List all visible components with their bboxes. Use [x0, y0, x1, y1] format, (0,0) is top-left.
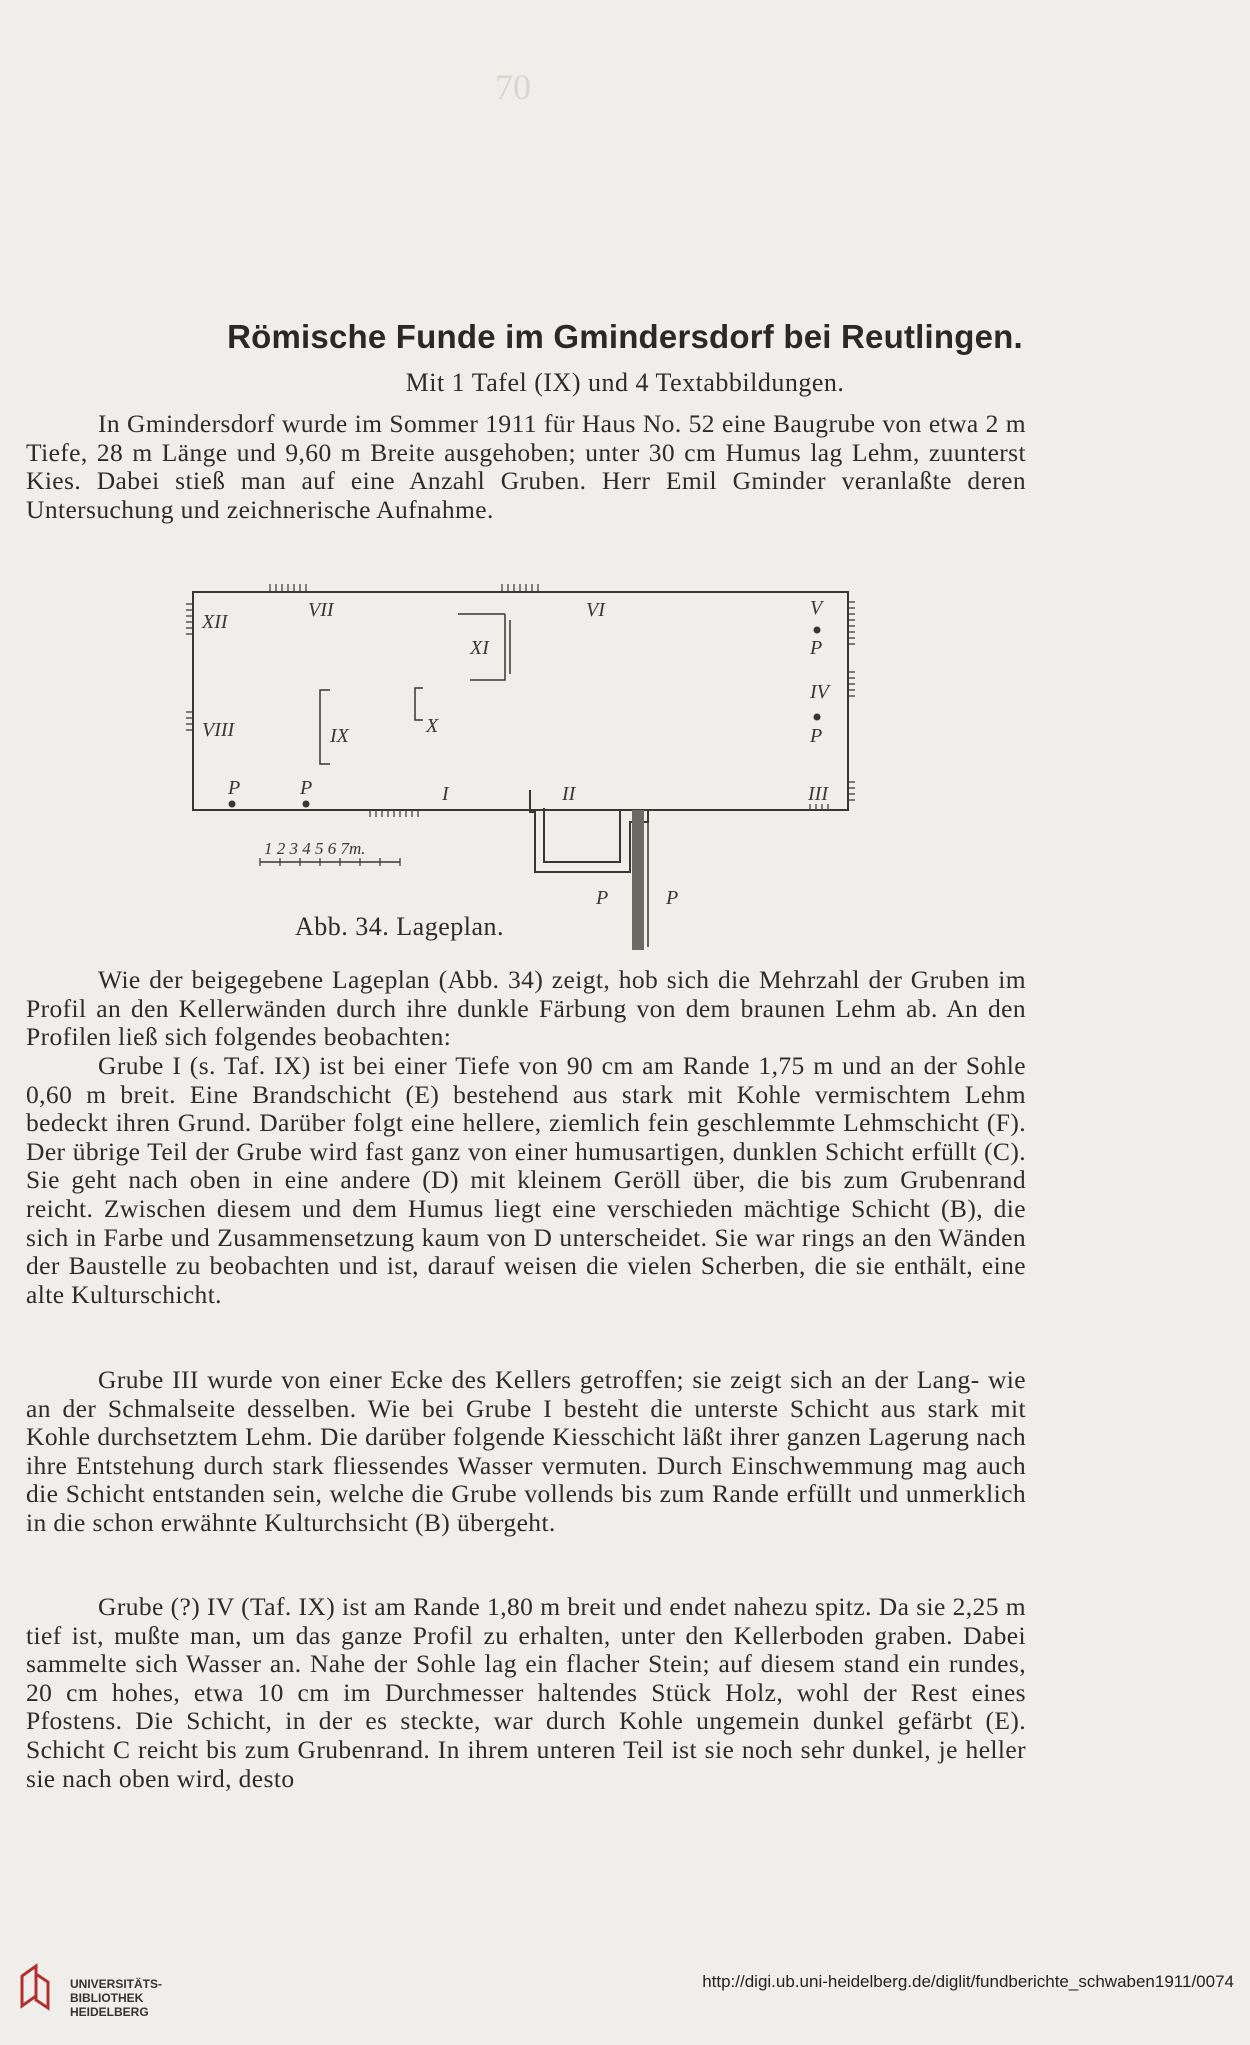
label-i: I [442, 783, 449, 805]
label-xi: XI [470, 637, 489, 659]
page-number-ghost: 70 [495, 67, 531, 107]
library-logo-icon [16, 1962, 56, 2012]
label-ii: II [562, 783, 576, 805]
label-post: P [596, 887, 609, 909]
label-post: P [810, 725, 823, 747]
cellar-outline [193, 592, 848, 810]
library-name [70, 1977, 162, 2019]
label-iii: III [808, 783, 828, 805]
scale-label: 1 2 3 4 5 6 7m. [264, 839, 366, 858]
cellar-extension-inner [544, 808, 620, 862]
label-v: V [810, 597, 823, 619]
site-plan-figure [180, 572, 860, 952]
label-post: P [810, 637, 823, 659]
label-iv: IV [810, 681, 829, 703]
label-post: P [228, 777, 241, 799]
label-viii: VIII [202, 719, 235, 741]
label-ix: IX [330, 725, 349, 747]
intro-paragraph: In Gmindersdorf wurde im Sommer 1911 für Haus No. 52 eine Baugrube von etwa 2 m Tiefe, 28 m Länge und 9,60 m Breite ausgehoben; unter 30 cm Humus lag Lehm, zuunterst Kies. Dabei stieß man auf eine Anzahl Gruben. Herr Emil Gminder veranlaßte deren Untersuchung und zeichnerische Aufnahme. [26, 409, 1026, 524]
library-name-line: UNIVERSITÄTS- [70, 1977, 163, 1991]
label-vi: VI [586, 599, 605, 621]
label-post: P [666, 887, 679, 909]
paragraph-1: Wie der beigegebene Lageplan (Abb. 34) zeigt, hob sich die Mehrzahl der Gruben im Profil an den Kellerwänden durch ihre dunkle Färbung von dem braunen Lehm ab. An den Profilen ließ sich folgendes beobachten: [26, 965, 1026, 1052]
label-post: P [300, 777, 313, 799]
label-x: X [426, 715, 439, 737]
library-name-line: HEIDELBERG [70, 2005, 149, 2019]
paragraph-2: Grube I (s. Taf. IX) ist bei einer Tiefe von 90 cm am Rande 1,75 m und an der Sohle 0,60 m breit. Eine Brandschicht (E) bestehend aus stark mit Kohle vermischtem Lehm bedeckt ihren Grund. Darüber folgt eine hellere, ziemlich fein geschlemmte Lehmschicht (F). Der übrige Teil der Grube wird fast ganz von einer humusartigen, dunklen Schicht erfüllt (C). Sie geht nach oben in eine andere (D) mit kleinem Geröll über, die bis zum Grubenrand reicht. Zwischen diesem und dem Humus liegt eine verschieden mächtige Schicht (B), die sich in Farbe und Zusammensetzung kaum von D unterscheidet. Sie war rings an den Wänden der Baustelle zu beobachten und ist, darauf weisen die vielen Scherben, die sie enthält, eine alte Kulturschicht. [26, 1051, 1026, 1309]
library-name-line: BIBLIOTHEK [70, 1991, 144, 2005]
figure-caption: Abb. 34. Lageplan. [295, 912, 505, 941]
label-vii: VII [308, 599, 334, 621]
label-xii: XII [202, 611, 228, 633]
article-title: Römische Funde im Gmindersdorf bei Reutlingen. [227, 318, 1023, 355]
article-subtitle: Mit 1 Tafel (IX) und 4 Textabbildungen. [405, 368, 845, 397]
source-url-link[interactable]: http://digi.ub.uni-heidelberg.de/diglit/fundberichte_schwaben1911/0074 [702, 1972, 1234, 1991]
cellar-extension [530, 790, 648, 872]
paragraph-3: Grube III wurde von einer Ecke des Kellers getroffen; sie zeigt sich an der Lang- wie an der Schmalseite desselben. Wie bei Grube I besteht die unterste Schicht aus stark mit Kohle durchsetztem Lehm. Die darüber folgende Kiesschicht läßt ihrer ganzen Lagerung nach ihre Entstehung durch stark fliessendes Wasser vermuten. Durch Einschwemmung mag auch die Schicht entstanden sein, welche die Grube vollends bis zum Rande erfüllt und unmerklich in die schon erwähnte Kulturchsicht (B) übergeht. [26, 1365, 1026, 1537]
paragraph-4: Grube (?) IV (Taf. IX) ist am Rande 1,80 m breit und endet nahezu spitz. Da sie 2,25 m tief ist, mußte man, um das ganze Profil zu erhalten, unter den Kellerboden graben. Dabei sammelte sich Wasser an. Nahe der Sohle lag ein flacher Stein; auf diesem stand ein rundes, 20 cm hohes, etwa 10 cm im Durchmesser haltendes Stück Holz, wohl der Rest eines Pfostens. Die Schicht, in der es steckte, war durch Kohle ungemein dunkel gefärbt (E). Schicht C reicht bis zum Grubenrand. In ihrem unteren Teil ist sie noch sehr dunkel, je heller sie nach oben wird, desto [26, 1592, 1026, 1793]
